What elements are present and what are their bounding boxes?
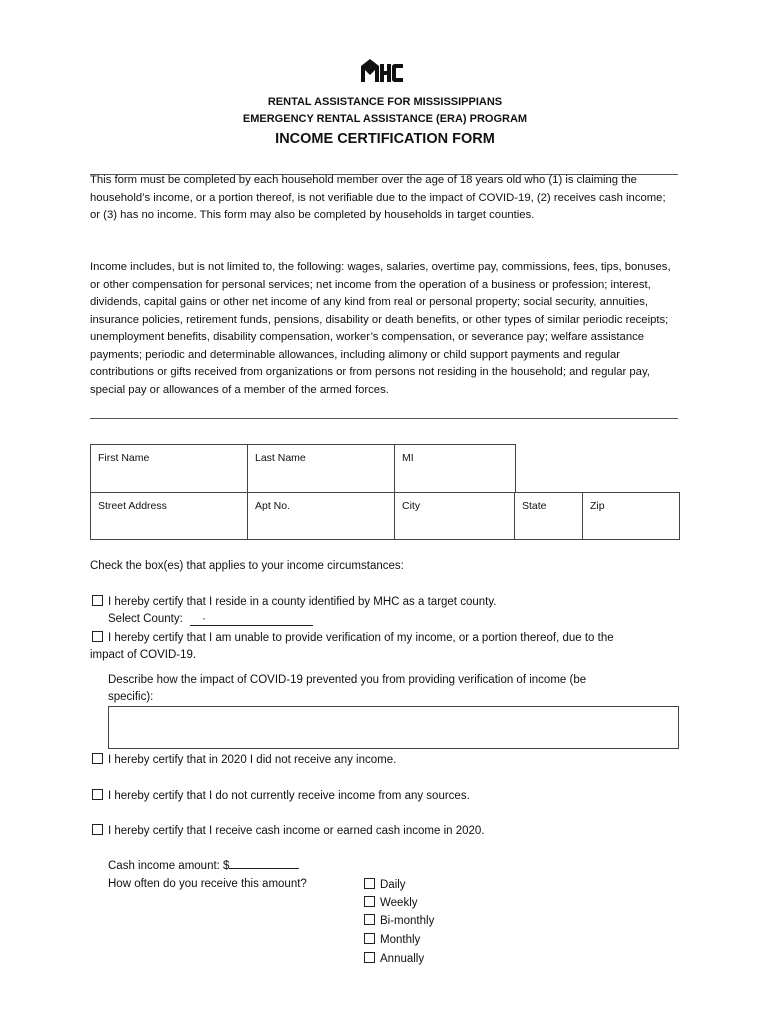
no-income-2020-option	[92, 753, 396, 766]
mi-label: MI	[402, 452, 414, 464]
cash-income-label: I hereby certify that I receive cash income or earned cash income in 2020.	[108, 825, 485, 837]
frequency-option-monthly	[364, 933, 420, 946]
last-name-label: Last Name	[255, 452, 306, 464]
program-subheading: EMERGENCY RENTAL ASSISTANCE (ERA) PROGRAM	[242, 113, 528, 125]
unable-verify-option	[92, 631, 614, 644]
program-heading: RENTAL ASSISTANCE FOR MISSISSIPPIANS	[267, 96, 503, 108]
frequency-option-annually	[364, 952, 424, 965]
no-income-2020-label: I hereby certify that in 2020 I did not receive any income.	[108, 754, 397, 766]
select-county-dropdown[interactable]	[190, 613, 313, 626]
income-definition-paragraph: Income includes, but is not limited to, the following: wages, salaries, overtime pay, commissions, fees, tips, bonuses, or other compensation for personal services; net income from the operation of a business or profession; interest, dividends, capital gains or other net income of any kind from real or personal property; social security, annuities, insurance policies, retirement funds, pensions, disability or death benefits, or other types of similar periodic receipts; unemployment benefits, disability compensation, worker’s compensation, or severance pay; welfare assistance payments; periodic and determinable allowances, including alimony or child support payments and regular contributions or gifts received from organizations or from persons not residing in the household; and regular pay, special pay or allowances of a member of the armed forces.	[90, 261, 671, 396]
mhc-logo	[360, 58, 404, 84]
annually-label: Annually	[380, 953, 425, 965]
intro-paragraph: This form must be completed by each household member over the age of 18 years old who (1) is claiming the household’s income, or a portion thereof, is not verifiable due to the impact of COVID-19, (2) receives cash income; or (3) has no income. This form may also be completed by households in target counties.	[90, 174, 666, 221]
street-address-field[interactable]	[90, 492, 248, 540]
no-current-income-checkbox[interactable]	[92, 789, 103, 800]
cash-income-checkbox[interactable]	[92, 824, 103, 835]
cash-amount-row	[108, 860, 299, 872]
city-label: City	[402, 500, 421, 512]
apt-no-field[interactable]	[247, 492, 395, 540]
select-county-row	[108, 613, 313, 626]
describe-prompt-continued: specific):	[108, 691, 154, 703]
apt-no-label: Apt No.	[255, 500, 291, 512]
unable-verify-label: I hereby certify that I am unable to provide verification of my income, or a portion thereof, due to the	[108, 632, 614, 644]
instruction-text: Check the box(es) that applies to your income circumstances:	[90, 560, 404, 572]
applicant-info-table	[90, 444, 680, 540]
select-county-value: ·	[202, 613, 206, 625]
target-county-checkbox[interactable]	[92, 595, 103, 606]
zip-label: Zip	[590, 500, 605, 512]
daily-label: Daily	[380, 879, 406, 891]
mi-field[interactable]	[394, 444, 516, 493]
state-label: State	[522, 500, 547, 512]
no-current-income-option	[92, 789, 470, 802]
first-name-label: First Name	[98, 452, 150, 464]
cash-amount-label: Cash income amount: $	[108, 860, 230, 872]
weekly-label: Weekly	[380, 897, 418, 909]
target-county-label: I hereby certify that I reside in a county identified by MHC as a target county.	[108, 596, 497, 608]
no-current-income-label: I hereby certify that I do not currently receive income from any sources.	[108, 790, 470, 802]
frequency-option-bi-monthly	[364, 914, 434, 927]
daily-checkbox[interactable]	[364, 878, 375, 889]
covid-impact-textarea[interactable]	[108, 706, 679, 749]
monthly-label: Monthly	[380, 934, 421, 946]
zip-field[interactable]	[582, 492, 680, 540]
unable-verify-checkbox[interactable]	[92, 631, 103, 642]
select-county-label: Select County:	[108, 613, 183, 625]
cash-income-option	[92, 824, 485, 837]
city-field[interactable]	[394, 492, 515, 540]
no-income-2020-checkbox[interactable]	[92, 753, 103, 764]
annually-checkbox[interactable]	[364, 952, 375, 963]
first-name-field[interactable]	[90, 444, 248, 493]
frequency-option-daily	[364, 878, 406, 891]
form-title: INCOME CERTIFICATION FORM	[275, 131, 495, 147]
state-field[interactable]	[514, 492, 583, 540]
unable-verify-label-continued: impact of COVID-19.	[90, 649, 197, 661]
weekly-checkbox[interactable]	[364, 896, 375, 907]
last-name-field[interactable]	[247, 444, 395, 493]
cash-amount-input[interactable]	[229, 868, 299, 869]
target-county-option	[92, 595, 496, 608]
describe-prompt: Describe how the impact of COVID-19 prevented you from providing verification of income (be	[108, 674, 587, 686]
frequency-option-weekly	[364, 896, 418, 909]
street-address-label: Street Address	[98, 500, 167, 512]
monthly-checkbox[interactable]	[364, 933, 375, 944]
bottom-divider	[90, 418, 678, 419]
bi-monthly-checkbox[interactable]	[364, 914, 375, 925]
bi-monthly-label: Bi-monthly	[380, 915, 435, 927]
frequency-label: How often do you receive this amount?	[108, 878, 307, 890]
